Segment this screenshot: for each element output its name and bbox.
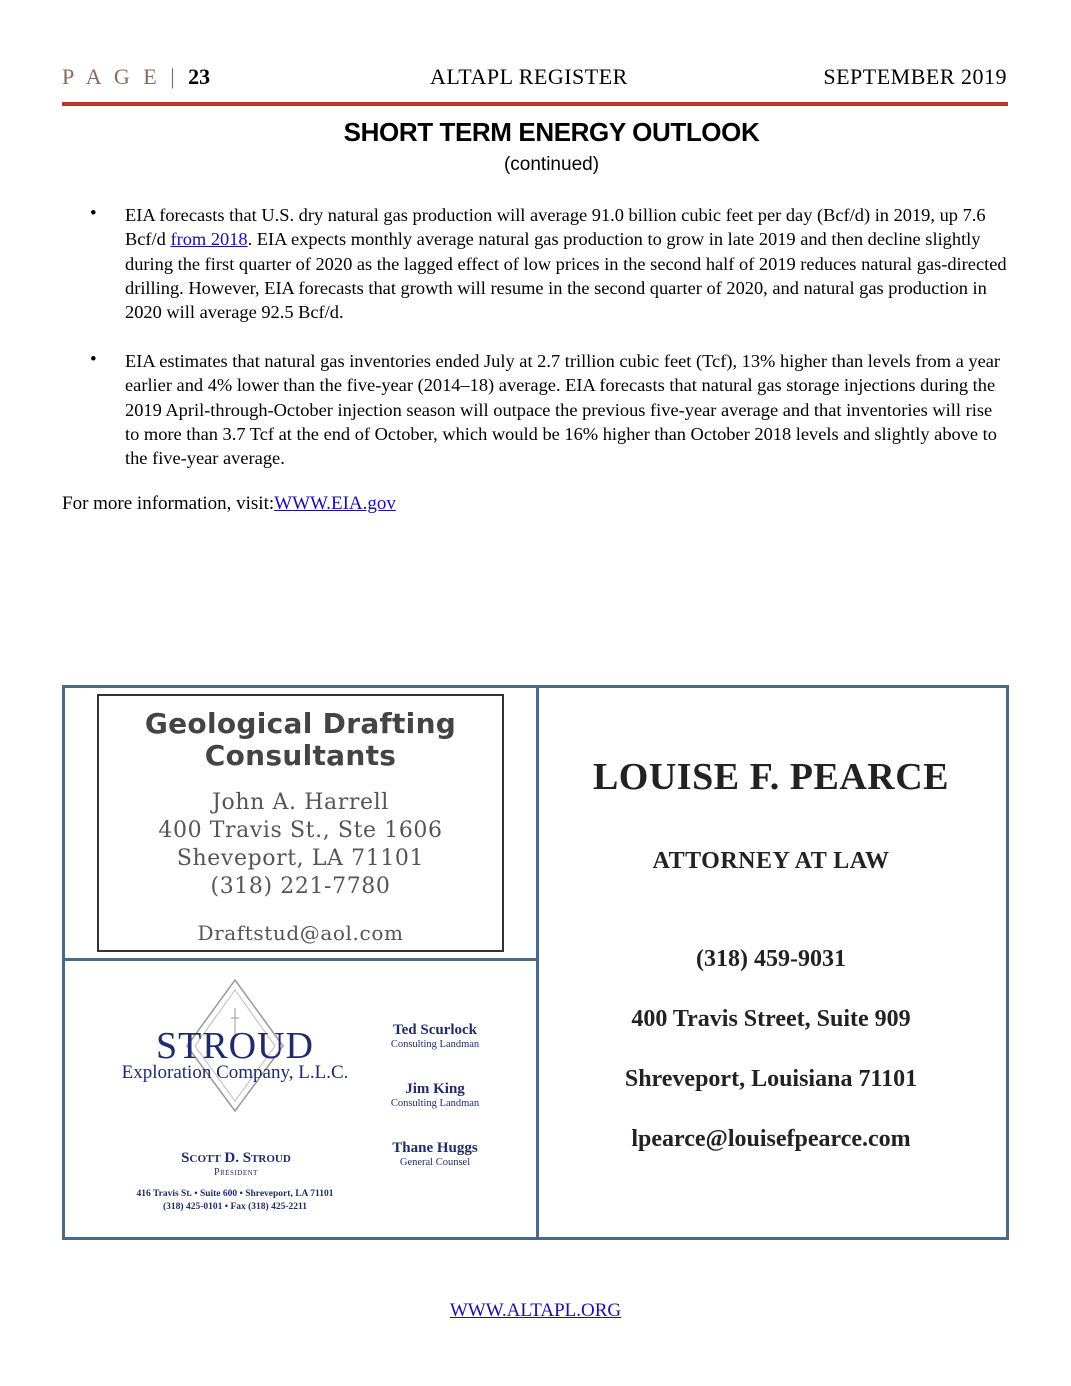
more-info: For more information, visit:WWW.EIA.gov [62, 493, 396, 514]
geological-phone: (318) 221-7780 [210, 874, 391, 899]
stroud-principal: Scott D. Stroud President [181, 1150, 291, 1178]
publication-title: ALTAPL REGISTER [430, 64, 628, 89]
geological-address1: 400 Travis St., Ste 1606 [158, 818, 443, 843]
geological-contact: John A. Harrell [212, 790, 389, 815]
stroud-person: Ted Scurlock Consulting Landman [390, 1022, 480, 1050]
geological-email: Draftstud@aol.com [197, 921, 404, 945]
pearce-title: ATTORNEY AT LAW [652, 848, 890, 874]
pearce-address2: Shreveport, Louisiana 71101 [624, 1066, 918, 1092]
bullet-text-production: EIA forecasts that U.S. dry natural gas production will average 91.0 billion cubic feet per day (Bcf/d) in 2019, up 7.6 Bcf/d from 2018. EIA expects monthly average natural gas production to grow in late 2019 and then decline slightly during the first quarter of 2020 as the lagged effect of low prices in the second half of 2019 reduces natural gas-directed drilling. However, EIA forecasts that growth will resume in the second quarter of 2020, and natural gas production in 2020 will average 92.5 Bcf/d. [125, 205, 1007, 323]
page-number: 23 [188, 64, 211, 89]
page-label: P A G E | 23 [62, 64, 211, 89]
article-title: SHORT TERM ENERGY OUTLOOK [343, 117, 760, 147]
stroud-company: Exploration Company, L.L.C. [121, 1062, 349, 1083]
footer [0, 1300, 1071, 1322]
stroud-person: Thane Huggs General Counsel [392, 1140, 478, 1168]
eia-link[interactable]: WWW.EIA.gov [274, 493, 396, 514]
pearce-phone: (318) 459-9031 [696, 946, 846, 972]
ads-divider-horizontal [65, 958, 536, 961]
bullet-marker: • [90, 349, 97, 370]
article-subtitle: (continued) [503, 154, 600, 175]
pearce-address1: 400 Travis Street, Suite 909 [631, 1006, 911, 1032]
stroud-address: 416 Travis St. • Suite 600 • Shreveport, LA 71101 (318) 425-0101 • Fax (318) 425-2211 [136, 1189, 334, 1212]
header-rule [62, 102, 1008, 106]
geological-ad-title: Geological Drafting Consultants [144, 707, 457, 772]
issue-date: SEPTEMBER 2019 [823, 64, 1007, 89]
pearce-email: lpearce@louisefpearce.com [631, 1126, 911, 1152]
bullet-text-inventories: EIA estimates that natural gas inventories ended July at 2.7 trillion cubic feet (Tcf), 13% higher than levels from a year earlier and 4% lower than the five-year (2014–18) average. EIA forecasts that natural gas storage injections during the 2019 April-through-October injection season will outpace the previous five-year average and that inventories will rise to more than 3.7 Tcf at the end of October, which would be 16% higher than October 2018 levels and slightly above to the five-year average. [125, 351, 1001, 469]
stroud-name: STROUD [155, 1025, 315, 1067]
geological-address2: Sheveport, LA 71101 [176, 846, 425, 871]
pearce-name: LOUISE F. PEARCE [592, 756, 950, 798]
from-2018-link[interactable]: from 2018 [170, 229, 248, 250]
bullet-marker: • [90, 203, 97, 224]
altapl-link[interactable]: WWW.ALTAPL.ORG [449, 1300, 622, 1321]
stroud-person: Jim King Consulting Landman [390, 1081, 480, 1109]
